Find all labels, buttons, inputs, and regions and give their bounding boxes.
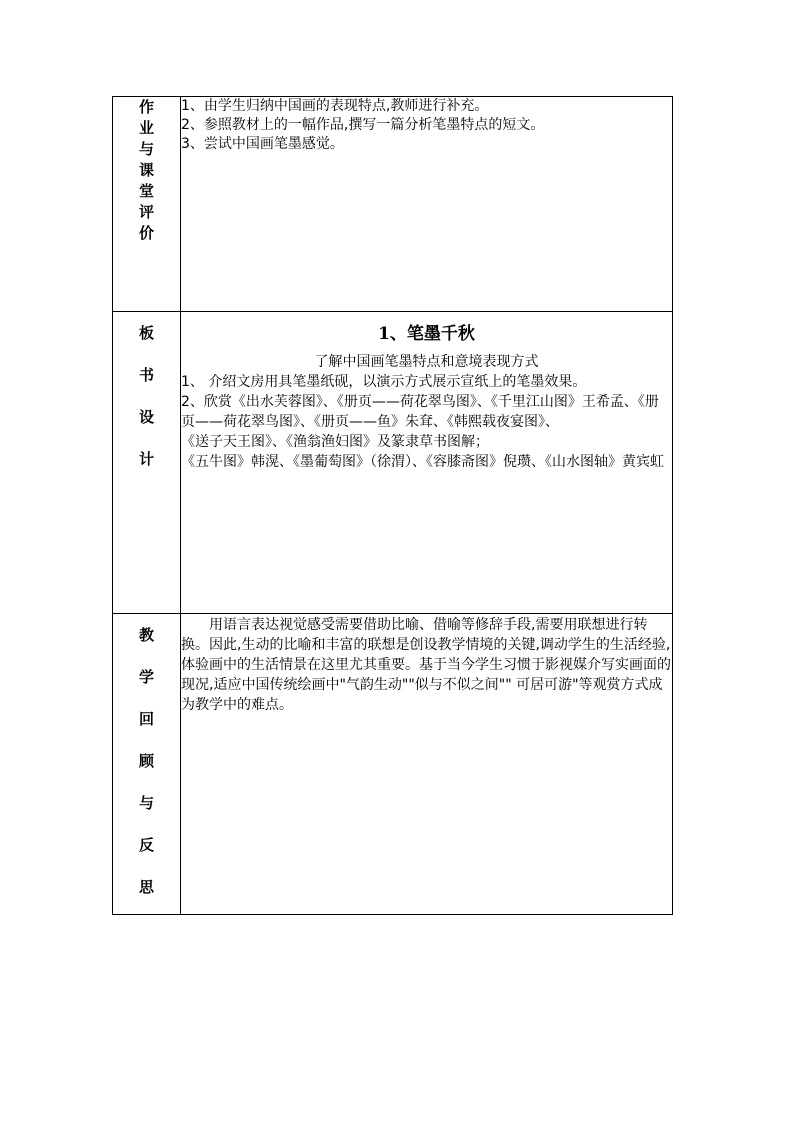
- homework-label-cell: [113, 97, 181, 312]
- board-subtitle: 了解中国画笔墨特点和意境表现方式: [314, 354, 539, 370]
- label-char: 业: [138, 119, 154, 137]
- review-content-cell: [181, 614, 673, 915]
- review-label: [113, 614, 180, 908]
- homework-content-cell: [181, 97, 673, 312]
- board-line: 2、欣赏《出水芙蓉图》、《册页——荷花翠鸟图》、《千里江山图》王希孟、《册页——荷花翠鸟图》、《册页——鱼》朱耷、《韩熙载夜宴图》、: [181, 394, 659, 430]
- label-char: 书: [138, 366, 154, 384]
- teaching-review-row: [113, 614, 673, 915]
- label-char: 思: [138, 878, 154, 896]
- label-char: 价: [138, 224, 154, 242]
- label-char: 学: [138, 668, 154, 686]
- board-line: 1、 介绍文房用具笔墨纸砚，以演示方式展示宣纸上的笔墨效果。: [181, 374, 587, 390]
- label-char: 设: [138, 408, 154, 426]
- homework-label: [113, 97, 180, 244]
- homework-row: [113, 97, 673, 312]
- label-char: 计: [138, 450, 154, 468]
- homework-item: 2、参照教材上的一幅作品,撰写一篇分析笔墨特点的短文。: [181, 117, 545, 133]
- label-char: 顾: [138, 752, 154, 770]
- board-label: [113, 312, 180, 480]
- label-char: 堂: [138, 182, 154, 200]
- board-line: 《五牛图》韩滉、《墨葡萄图》（徐渭）、《容膝斋图》倪瓒、《山水图轴》黄宾虹: [181, 454, 664, 470]
- label-char: 反: [138, 836, 154, 854]
- board-title: 1、笔墨千秋: [378, 324, 475, 344]
- label-char: 板: [138, 324, 154, 342]
- label-char: 与: [138, 794, 154, 812]
- review-label-cell: [113, 614, 181, 915]
- lesson-plan-table: [112, 96, 673, 915]
- label-char: 与: [138, 140, 154, 158]
- label-char: 回: [138, 710, 154, 728]
- label-char: 教: [138, 626, 154, 644]
- label-char: 课: [138, 161, 154, 179]
- homework-item: 3、尝试中国画笔墨感觉。: [181, 136, 344, 152]
- board-label-cell: [113, 312, 181, 614]
- label-char: 评: [138, 203, 154, 221]
- review-paragraph: 用语言表达视觉感受需要借助比喻、借喻等修辞手段,需要用联想进行转换。因此,生动的比喻和丰富的联想是创设教学情境的关键,调动学生的生活经验,体验画中的生活情景在这里尤其重要。基于当今学生习惯于影视媒介写实画面的现况,适应中国传统绘画中"气韵生动""似与不似之间"" 可居可游"等观赏方式成为教学中的难点。: [181, 617, 671, 713]
- board-design-row: [113, 312, 673, 614]
- board-content-cell: [181, 312, 673, 614]
- label-char: 作: [138, 98, 154, 116]
- board-line: 《送子天王图》、《渔翁渔妇图》及篆隶草书图解；: [181, 434, 489, 450]
- homework-item: 1、由学生归纳中国画的表现特点,教师进行补充。: [181, 98, 489, 114]
